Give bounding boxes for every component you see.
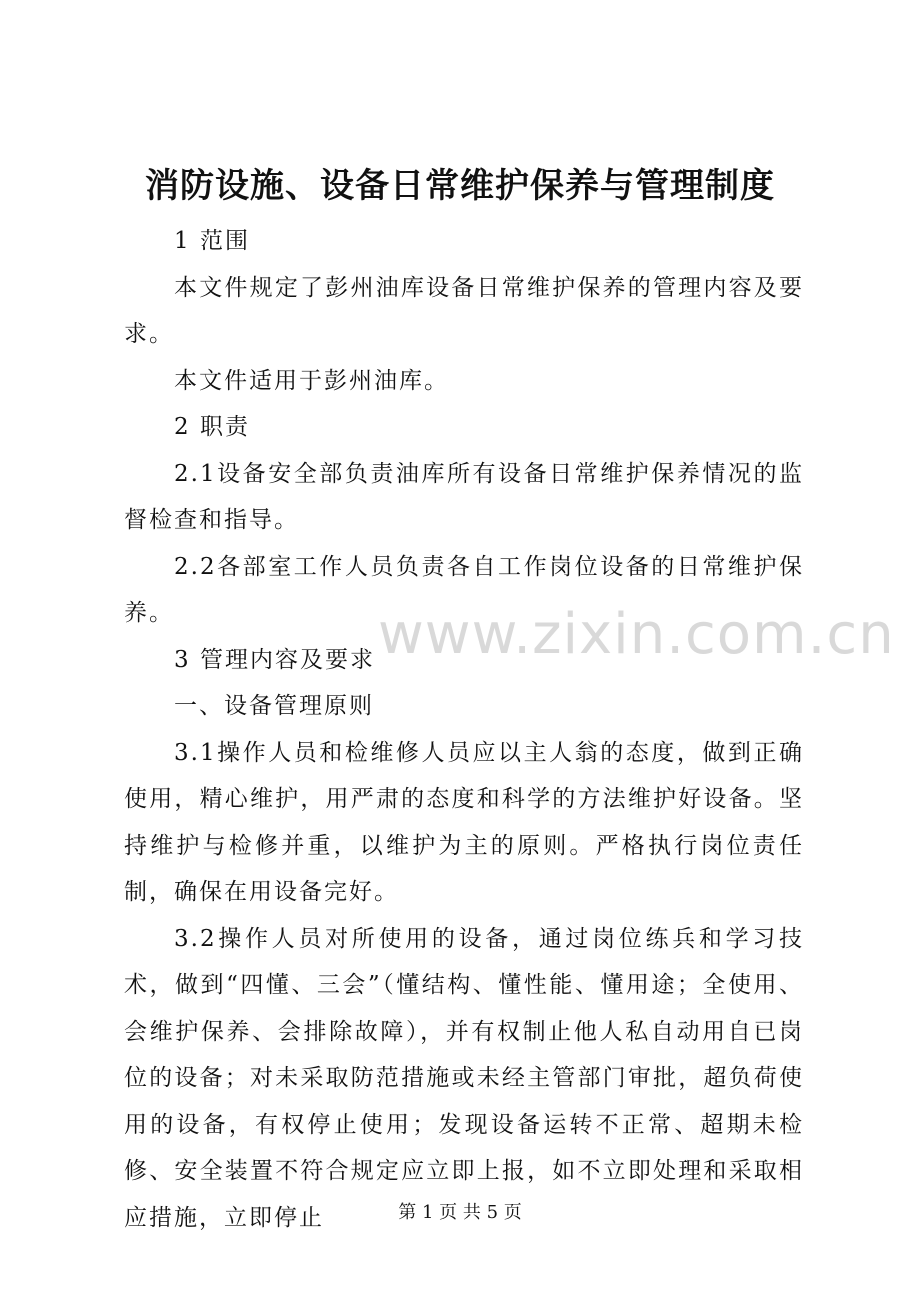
paragraph-scope-content: 本文件规定了彭州油库设备日常维护保养的管理内容及要求。	[124, 274, 804, 347]
subheading-principles: 一、设备管理原则	[174, 693, 374, 719]
document-body	[124, 218, 804, 1241]
document-title: 消防设施、设备日常维护保养与管理制度	[145, 166, 775, 206]
section-heading-responsibilities: 2 职责	[174, 414, 250, 440]
page-footer: 第 1 页 共 5 页	[398, 1202, 522, 1223]
paragraph-3-1: 3.1操作人员和检维修人员应以主人翁的态度，做到正确使用，精心维护，用严肃的态度和科学的方法维护好设备。坚持维护与检修并重，以维护为主的原则。严格执行岗位责任制，确保在用设备完好。	[124, 739, 804, 905]
paragraph-3-2: 3.2操作人员对所使用的设备，通过岗位练兵和学习技术，做到“四懂、三会”（懂结构、懂性能、懂用途；全使用、会维护保养、会排除故障），并有权制止他人私自动用自已岗位的设备；对未采取防范措施或未经主管部门审批，超负荷使用的设备，有权停止使用；发现设备运转不正常、超期未检修、安全装置不符合规定应立即上报，如不立即处理和采取相应措施，立即停止	[124, 925, 804, 1231]
section-heading-scope: 1 范围	[174, 228, 250, 254]
section-heading-management: 3 管理内容及要求	[174, 646, 375, 673]
paragraph-2-2: 2.2各部室工作人员负责各自工作岗位设备的日常维护保养。	[124, 553, 804, 626]
watermark: www.zixin.com.cn	[378, 602, 895, 667]
paragraph-scope-applicability: 本文件适用于彭州油库。	[174, 367, 449, 394]
paragraph-2-1: 2.1设备安全部负责油库所有设备日常维护保养情况的监督检查和指导。	[124, 460, 804, 533]
